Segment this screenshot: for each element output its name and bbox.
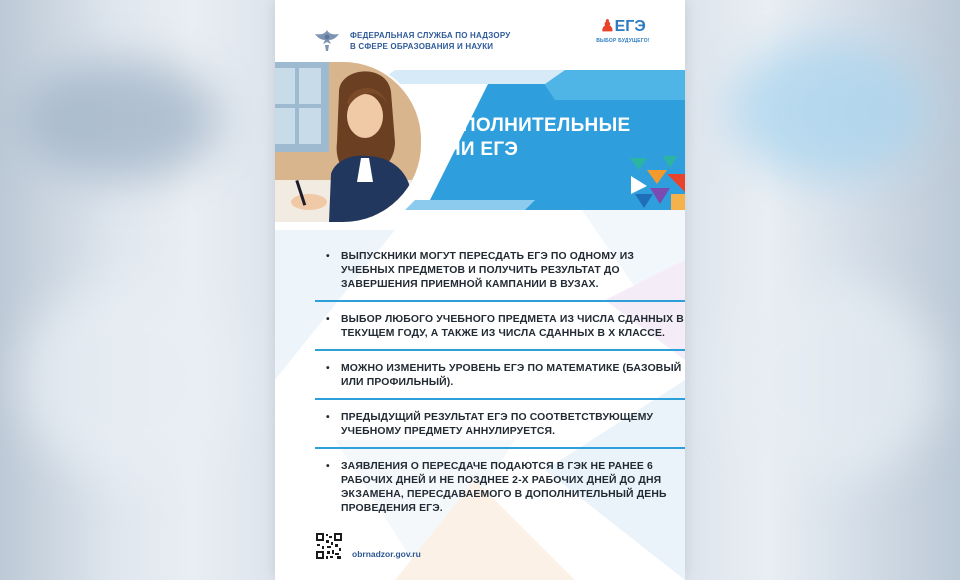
background-blob: [20, 280, 240, 480]
list-item-text: ВЫБОР ЛЮБОГО УЧЕБНОГО ПРЕДМЕТА ИЗ ЧИСЛА СДАННЫХ В ТЕКУЩЕМ ГОДУ, А ТАКЖЕ ИЗ ЧИСЛА СДАННЫХ В X КЛАССЕ.: [341, 314, 684, 339]
divider: [315, 398, 685, 400]
bullet: •: [326, 314, 330, 325]
title-line-1: ДОПОЛНИТЕЛЬНЫЕ: [433, 115, 631, 136]
title-line-2: ДНИ ЕГЭ: [433, 139, 519, 160]
list-item: [315, 309, 685, 349]
qr-code-icon[interactable]: [315, 532, 343, 560]
background-blob: [20, 60, 220, 180]
poster-title: [433, 114, 630, 162]
poster: [275, 0, 685, 580]
website-link[interactable]: obrnadzor.gov.ru: [352, 549, 421, 559]
list-item: [315, 407, 685, 447]
info-list: [315, 246, 685, 524]
agency-name: [350, 30, 570, 52]
person-icon: ♟: [600, 18, 615, 35]
bullet: •: [326, 461, 330, 472]
ege-logo-text: ЕГЭ: [614, 18, 646, 35]
ege-logo-subtitle: ВЫБОР БУДУЩЕГО!: [596, 38, 650, 44]
background-blob: [720, 280, 940, 480]
bullet: •: [326, 363, 330, 374]
list-item: [315, 358, 685, 398]
agency-line-2: В СФЕРЕ ОБРАЗОВАНИЯ И НАУКИ: [350, 42, 494, 51]
background-blob: [730, 40, 930, 180]
agency-line-1: ФЕДЕРАЛЬНАЯ СЛУЖБА ПО НАДЗОРУ: [350, 31, 511, 40]
list-item-text: МОЖНО ИЗМЕНИТЬ УРОВЕНЬ ЕГЭ ПО МАТЕМАТИКЕ (БАЗОВЫЙ ИЛИ ПРОФИЛЬНЫЙ).: [341, 363, 682, 388]
list-item-text: ВЫПУСКНИКИ МОГУТ ПЕРЕСДАТЬ ЕГЭ ПО ОДНОМУ ИЗ УЧЕБНЫХ ПРЕДМЕТОВ И ПОЛУЧИТЬ РЕЗУЛЬТАТ ДО ЗАВЕРШЕНИЯ ПРИЕМНОЙ КАМПАНИИ В ВУЗАХ.: [341, 251, 635, 290]
list-item: [315, 456, 685, 524]
banner-stripe: [375, 70, 565, 84]
divider: [315, 349, 685, 351]
bullet: •: [326, 251, 330, 262]
accent-triangle: [671, 194, 685, 210]
list-item-text: ЗАЯВЛЕНИЯ О ПЕРЕСДАЧЕ ПОДАЮТСЯ В ГЭК НЕ РАНЕЕ 6 РАБОЧИХ ДНЕЙ И НЕ ПОЗДНЕЕ 2-Х РАБОЧИХ ДНЕЙ ДО ДНЯ ЭКЗАМЕНА, ПЕРЕСДАВАЕМОГО В ДОПОЛНИТЕЛЬНЫЙ ДЕНЬ ПРОВЕДЕНИЯ ЕГЭ.: [341, 461, 667, 514]
list-item: [315, 246, 685, 300]
student-illustration: [275, 62, 421, 222]
divider: [315, 447, 685, 449]
bullet: •: [326, 412, 330, 423]
eagle-emblem-icon: [311, 26, 343, 54]
divider: [315, 300, 685, 302]
ege-logo-mark: [591, 18, 655, 36]
list-item-text: ПРЕДЫДУЩИЙ РЕЗУЛЬТАТ ЕГЭ ПО СООТВЕТСТВУЮЩЕМУ УЧЕБНОМУ ПРЕДМЕТУ АННУЛИРУЕТСЯ.: [341, 412, 654, 437]
banner-stripe: [405, 200, 535, 210]
ege-logo: [591, 18, 655, 44]
